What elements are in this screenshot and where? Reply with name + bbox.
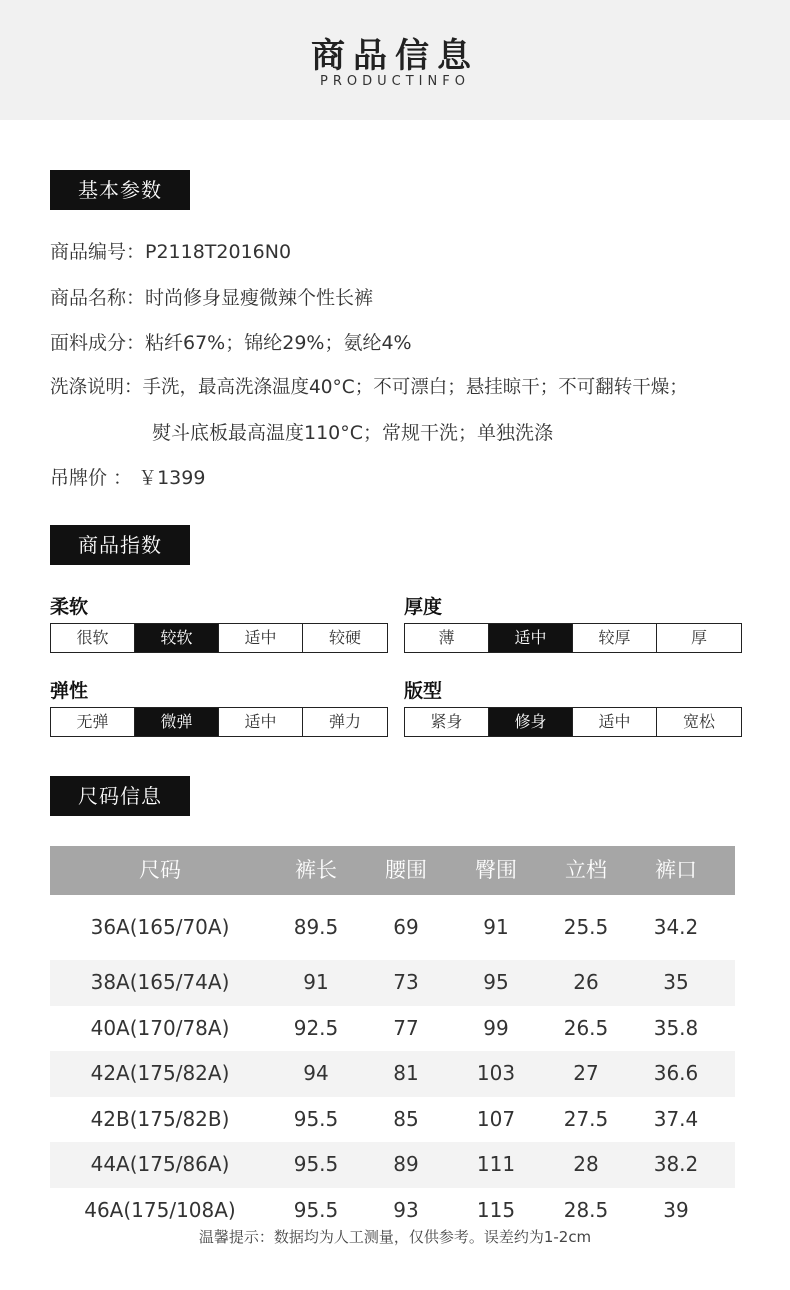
- table-cell: 28.5: [563, 1197, 609, 1222]
- table-cell: 89: [393, 1152, 419, 1176]
- table-cell: 26.5: [563, 1015, 609, 1040]
- table-cell: 25.5: [563, 915, 609, 939]
- param-tag-price: 吊牌价 ： ￥1399: [50, 467, 206, 489]
- fit-scale: [404, 707, 742, 737]
- param-product-code: 商品编号：P2118T2016N0: [50, 241, 292, 263]
- scale-option: 较厚: [573, 624, 657, 652]
- table-cell: 28: [573, 1152, 599, 1176]
- scale-option: 适中: [219, 708, 303, 736]
- column-header: 腰围: [385, 858, 427, 882]
- table-cell: 95.5: [293, 1152, 339, 1176]
- scale-option: 厚: [690, 628, 707, 647]
- table-cell: 77: [393, 1015, 419, 1040]
- table-cell: 38A(165/74A): [90, 970, 230, 994]
- table-cell: 73: [393, 970, 419, 994]
- table-cell: 37.4: [653, 1106, 699, 1131]
- table-cell: 115: [476, 1197, 516, 1222]
- table-cell: 89.5: [293, 915, 339, 939]
- table-cell: 36.6: [653, 1061, 699, 1085]
- thickness-scale: [404, 623, 742, 653]
- table-cell: 27.5: [563, 1106, 609, 1131]
- column-header: 尺码: [139, 858, 181, 882]
- table-row: [50, 1097, 735, 1143]
- param-product-name: 商品名称：时尚修身显瘦微辣个性长裤: [50, 287, 374, 309]
- param-fabric: 面料成分：粘纤67%；锦纶29%；氨纶4%: [50, 332, 412, 354]
- table-cell: 38.2: [653, 1152, 699, 1176]
- table-cell: 44A(175/86A): [90, 1152, 230, 1176]
- table-cell: 81: [393, 1061, 419, 1085]
- table-cell: 95.5: [293, 1106, 339, 1131]
- page-title: 商品信息: [311, 36, 479, 76]
- index-label-elasticity: 弹性: [50, 680, 89, 702]
- scale-option-selected: 微弹: [135, 708, 219, 736]
- param-care: 洗涤说明：手洗，最高洗涤温度40°C；不可漂白；悬挂晾干；不可翻转干燥；: [50, 377, 688, 398]
- scale-option: 薄: [405, 624, 489, 652]
- table-cell: 36A(165/70A): [90, 915, 230, 939]
- table-cell: 91: [303, 970, 329, 994]
- table-cell: 91: [483, 915, 509, 939]
- size-note: 温馨提示：数据均为人工测量，仅供参考。误差约为1-2cm: [198, 1228, 592, 1246]
- scale-option-selected: 修身: [489, 708, 573, 736]
- index-label-softness: 柔软: [50, 596, 89, 618]
- scale-option: 宽松: [682, 712, 715, 731]
- column-header: 裤长: [295, 858, 337, 882]
- section-tag-basic: 基本参数: [50, 170, 190, 210]
- table-row: [50, 960, 735, 1006]
- elasticity-scale: [50, 707, 388, 737]
- table-row: [50, 1006, 735, 1052]
- table-cell: 92.5: [293, 1015, 339, 1040]
- scale-option: 适中: [573, 708, 657, 736]
- table-cell: 26: [573, 970, 599, 994]
- scale-option-selected: 适中: [489, 624, 573, 652]
- table-cell: 103: [476, 1061, 516, 1085]
- section-tag-index: 商品指数: [50, 525, 190, 565]
- scale-option: 较硬: [328, 628, 361, 647]
- column-header: 臀围: [475, 858, 517, 882]
- table-row: [50, 895, 735, 960]
- table-cell: 111: [476, 1152, 516, 1176]
- table-cell: 99: [483, 1015, 509, 1040]
- table-cell: 40A(170/78A): [90, 1015, 230, 1040]
- column-header: 裤口: [655, 858, 697, 882]
- index-label-thickness: 厚度: [404, 596, 443, 618]
- table-cell: 27: [573, 1061, 599, 1085]
- size-table-header: [50, 846, 735, 895]
- scale-option: 紧身: [405, 708, 489, 736]
- table-cell: 35.8: [653, 1015, 699, 1040]
- scale-option: 无弹: [51, 708, 135, 736]
- section-tag-size: 尺码信息: [50, 776, 190, 816]
- size-table: [50, 846, 735, 1233]
- page-header: [0, 0, 790, 120]
- softness-scale: [50, 623, 388, 653]
- table-cell: 85: [393, 1106, 419, 1131]
- table-row: [50, 1051, 735, 1097]
- scale-option: 很软: [51, 624, 135, 652]
- table-cell: 93: [393, 1197, 419, 1222]
- table-cell: 94: [303, 1061, 329, 1085]
- table-cell: 42A(175/82A): [90, 1061, 230, 1085]
- table-cell: 42B(175/82B): [90, 1106, 230, 1131]
- table-cell: 34.2: [653, 915, 699, 939]
- page-subtitle: PRODUCTINFO: [320, 74, 470, 89]
- param-care-continued: 熨斗底板最高温度110°C；常规干洗；单独洗涤: [152, 422, 554, 444]
- table-cell: 95: [483, 970, 509, 994]
- table-cell: 95.5: [293, 1197, 339, 1222]
- table-cell: 107: [476, 1106, 516, 1131]
- scale-option: 适中: [219, 624, 303, 652]
- table-cell: 69: [393, 915, 419, 939]
- table-cell: 39: [663, 1197, 689, 1222]
- table-cell: 35: [663, 970, 689, 994]
- table-row: [50, 1142, 735, 1188]
- column-header: 立档: [565, 858, 607, 882]
- scale-option-selected: 较软: [135, 624, 219, 652]
- index-label-fit: 版型: [404, 680, 443, 702]
- scale-option: 弹力: [328, 712, 361, 731]
- table-cell: 46A(175/108A): [84, 1197, 236, 1222]
